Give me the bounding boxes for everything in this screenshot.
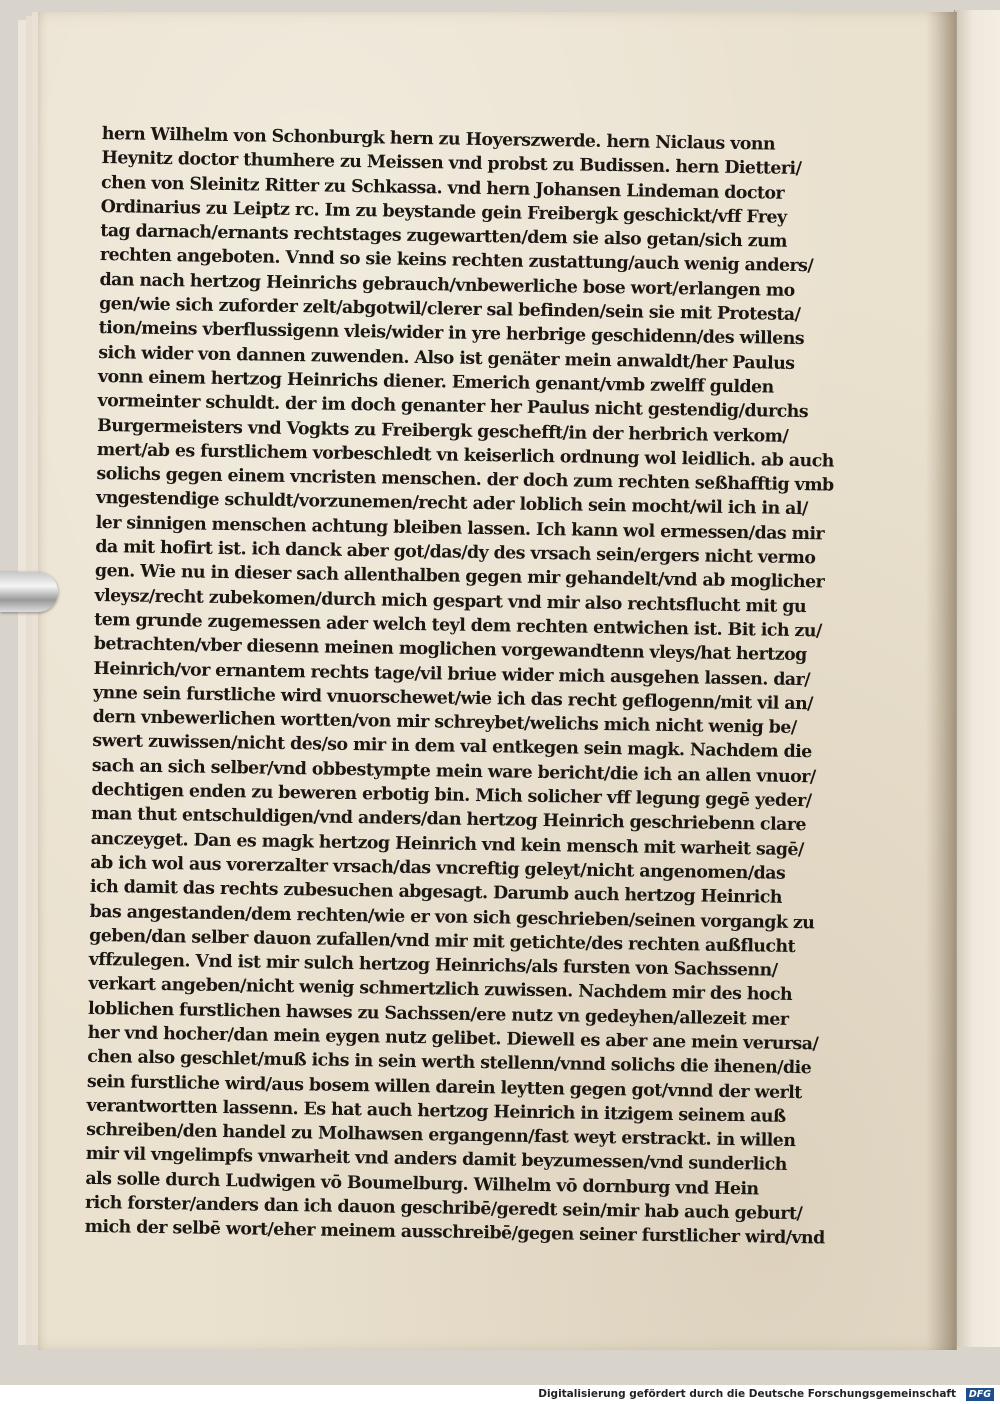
text-line: chen von Sleinitz Ritter zu Schkassa. vnd hern Johansen Lindeman doctor xyxy=(100,172,785,204)
text-line: ynne sein furstliche wird vnuorschewet/wie ich das recht geflogenn/mit vil an/ xyxy=(92,682,814,715)
text-line: gen. Wie nu in dieser sach allenthalben gegen mir gehandelt/vnd ab moglicher xyxy=(94,561,825,593)
text-line: ich damit das rechts zubesuchen abgesagt. Darumb auch hertzog Heinrich xyxy=(89,877,783,908)
text-line: Ordinarius zu Leiptz rc. Im zu beystande gein Freibergk geschickt/vff Frey xyxy=(100,196,787,228)
text-line: dern vnbewerlichen wortten/von mir schreybet/welichs mich nicht wenig be/ xyxy=(92,707,797,739)
text-line: dan nach hertzog Heinrichs gebrauch/vnbewerliche bose wort/erlangen mo xyxy=(99,269,795,301)
text-line: verantwortten lassenn. Es hat auch hertzog Heinrich in itzigem seinem auß xyxy=(86,1095,786,1127)
text-line: ab ich wol aus vorerzalter vrsach/das vncreftig geleyt/nicht angenomen/das xyxy=(90,852,786,884)
text-line: anczeyget. Dan es magk hertzog Heinrich vnd kein mensch mit warheit sagē/ xyxy=(90,828,804,860)
text-line: vffzulegen. Vnd ist mir sulch hertzog Heinrichs/als fursten von Sachssenn/ xyxy=(88,949,778,981)
text-line: rich forster/anders dan ich dauon geschribē/geredt sein/mir hab auch geburt/ xyxy=(84,1192,803,1225)
text-line: tag darnach/ernants rechtstages zugewartten/dem sie also getan/sich zum xyxy=(100,221,788,252)
text-line: geben/dan selber dauon zufallen/vnd mir mit getichte/des rechten außflucht xyxy=(89,925,796,957)
text-line: vngestendige schuldt/vorzunemen/recht ader loblich sein mocht/wil ich in al/ xyxy=(95,488,808,520)
text-line: mich der selbē wort/eher meinem ausschreibē/gegen seiner furstlicher wird/vnd xyxy=(84,1217,825,1249)
text-line: swert zuwissen/nicht des/so mir in dem val entkegen sein magk. Nachdem die xyxy=(92,731,812,763)
text-line: mert/ab es furstlichem vorbeschledt vn keiserlich ordnung wol leidlich. ab auch xyxy=(96,439,834,472)
text-line: bas angestanden/dem rechten/wie er von sich geschrieben/seinen vorgangk zu xyxy=(89,901,815,933)
text-line: mir vil vngelimpfs vnwarheit vnd anders damit beyzumessen/vnd sunderlich xyxy=(85,1144,787,1176)
text-line: da mit hofirt ist. ich danck aber got/das/dy des vrsach sein/ergers nicht vermo xyxy=(95,536,816,569)
footer-bar xyxy=(0,1385,1000,1404)
text-line: hern Wilhelm von Schonburgk hern zu Hoyerszwerde. hern Niclaus vonn xyxy=(101,123,776,155)
text-line: vormeinter schuldt. der im doch genanter her Paulus nicht gestendig/durchs xyxy=(97,391,809,423)
text-line: sach an sich selber/vnd obbestympte mein ware bericht/die ich an allen vnuor/ xyxy=(91,755,816,788)
text-line: ler sinnigen menschen achtung bleiben lassen. Ich kann wol ermessen/das mir xyxy=(95,512,825,545)
text-line: sich wider von dannen zuwenden. Also ist genäter mein anwaldt/her Paulus xyxy=(98,342,795,374)
text-line: sein furstliche wird/aus bosem willen darein leytten gegen got/vnnd der werlt xyxy=(86,1071,802,1103)
gutter-shadow xyxy=(926,12,956,1350)
text-line: gen/wie sich zuforder zelt/abgotwil/clerer sal befinden/sein sie mit Protesta/ xyxy=(98,294,801,326)
text-line: man thut entschuldigen/vnd anders/dan hertzog Heinrich geschriebenn clare xyxy=(90,804,807,836)
text-line: schreiben/den handel zu Molhawsen ergangenn/fast weyt erstrackt. in willen xyxy=(86,1120,796,1152)
text-line: vonn einem hertzog Heinrichs diener. Emerich genant/vmb zwelff gulden xyxy=(97,366,774,398)
text-line: chen also geschlet/muß ichs in sein werth stellenn/vnnd solichs die ihenen/die xyxy=(87,1047,812,1079)
text-line: her vnd hocher/dan mein eygen nutz gelibet. Diewell es aber ane mein verursa/ xyxy=(87,1022,819,1055)
text-line: tem grunde zugemessen ader welch teyl dem rechten entwichen ist. Bit ich zu/ xyxy=(94,609,822,642)
text-line: Burgermeisters vnd Vogkts zu Freibergk geschefft/in der herbrich verkom/ xyxy=(97,415,789,447)
text-line: Heinrich/vor ernantem rechts tage/vil briue wider mich ausgehen lassen. dar/ xyxy=(93,658,811,690)
text-line: verkart angeben/nicht wenig schmertzlich zuwissen. Nachdem mir des hoch xyxy=(88,974,793,1006)
text-line: vleysz/recht zubekomen/durch mich gespart vnd mir also rechtsflucht mit gu xyxy=(94,585,807,617)
text-line: solichs gegen einem vncristen menschen. der doch zum rechten seßhafftig vmb xyxy=(96,464,834,496)
printed-text-block xyxy=(84,122,841,1251)
dfg-logo: DFG xyxy=(966,1388,994,1401)
text-line: loblichen furstlichen hawses zu Sachssen/ere nutz vn gedeyhen/allezeit mer xyxy=(87,998,789,1030)
book-clip xyxy=(0,572,58,612)
text-line: dechtigen enden zu beweren erbotig bin. Mich solicher vff legung gegē yeder/ xyxy=(91,779,812,812)
funding-credit: Digitalisierung gefördert durch die Deutsche Forschungsgemeinschaft xyxy=(538,1388,956,1400)
text-line: Heynitz doctor thumhere zu Meissen vnd probst zu Budissen. hern Dietteri/ xyxy=(101,148,802,180)
text-line: betrachten/vber diesenn meinen moglichen vorgewandtenn vleys/hat hertzog xyxy=(93,634,807,666)
facing-page-edge xyxy=(954,10,1000,1347)
text-line: als solle durch Ludwigen vō Boumelburg. Wilhelm vō dornburg vnd Hein xyxy=(85,1168,759,1200)
text-line: tion/meins vberflussigenn vleis/wider in yre herbrige geschidenn/des willens xyxy=(98,318,805,350)
text-line: rechten angeboten. Vnnd so sie keins rechten zustattung/auch wenig anders/ xyxy=(99,245,814,277)
